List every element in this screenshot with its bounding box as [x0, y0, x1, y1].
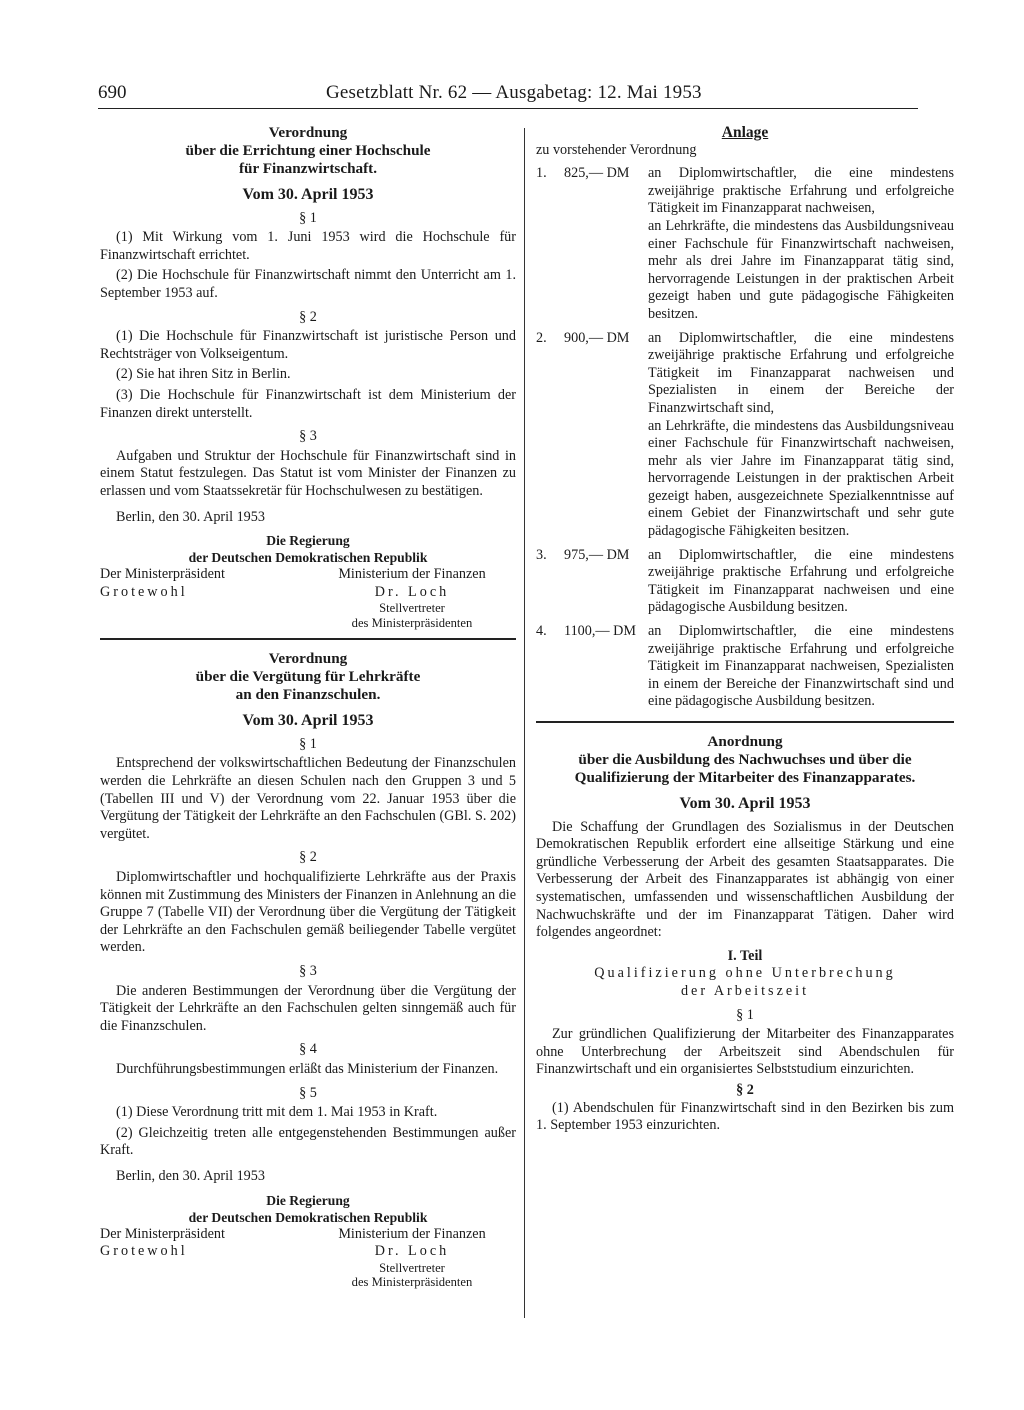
- signature-block: [100, 1226, 516, 1290]
- vo2-title-line: über die Vergütung für Lehrkräfte: [195, 668, 421, 686]
- entry-text: [648, 165, 954, 323]
- section-sign: § 3: [299, 428, 317, 445]
- entry-line: an Diplomwirtschaftler, die eine mindestens zweijährige praktische Erfahrung und erfolgreiche Tätigkeit im Finanzapparat nachweisen und eine pädagogische Ausbildung besitzen.: [648, 546, 954, 616]
- entry-line: an Diplomwirtschaftler, die eine mindestens zweijährige praktische Erfahrung und erfolgreiche Tätigkeit im Finanzapparat nachweisen,: [648, 165, 954, 217]
- government-line: der Deutschen Demokratischen Republik: [188, 550, 428, 566]
- paragraph: Durchführungsbestimmungen erläßt das Ministerium der Finanzen.: [116, 1060, 499, 1077]
- entry-amount: 975,— DM: [564, 546, 630, 563]
- government-line: Die Regierung: [266, 533, 350, 549]
- place-date: Berlin, den 30. April 1953: [116, 1167, 265, 1184]
- right-column: [536, 124, 954, 1138]
- entry-text: [648, 330, 954, 541]
- section-sign: § 1: [736, 1006, 754, 1023]
- vo2-date: Vom 30. April 1953: [242, 712, 374, 730]
- entry-amount: 825,— DM: [564, 165, 630, 182]
- entry-number: 3.: [536, 546, 547, 563]
- signatory-title: Ministerium der Finanzen: [338, 566, 486, 583]
- part-subheading: Qualifizierung ohne Unterbrechung: [594, 965, 896, 982]
- signatory-title: Ministerium der Finanzen: [338, 1225, 486, 1242]
- anordnung-title-line: Anordnung: [707, 733, 783, 750]
- paragraph: Zur gründlichen Qualifizierung der Mitarbeiter des Finanzapparates ohne Unterbrechung der Arbeitszeit sind Abendschulen für Finanzwirtschaft und ein organisiertes Selbststudium einzurichten.: [536, 1026, 954, 1078]
- entry-amount: 1100,— DM: [564, 623, 636, 640]
- section-sign: § 3: [299, 963, 317, 979]
- paragraph: Die anderen Bestimmungen der Verordnung über die Vergütung der Tätigkeit der Lehrkräfte an den Fachschulen gelten sinngemäß auch für die Finanzschulen.: [100, 982, 516, 1034]
- paragraph: Die Schaffung der Grundlagen des Sozialismus in der Deutschen Demokratischen Republik erfordert eine allseitige Stärkung und eine gründliche Verbesserung der Arbeit des gesamten Staatsapparates. Die Verbesserung der Arbeit des Finanzapparates ist abhängig von einer systematischen, umfassenden und wissenschaftlichen Ausbildung der Nachwuchskräfte und der im Finanzapparat Tätigen. Daher wird folgendes angeordnet:: [536, 818, 954, 941]
- anlage-title: Anlage: [721, 124, 769, 141]
- vo1-title-line: für Finanzwirtschaft.: [238, 160, 378, 177]
- paragraph: (2) Gleichzeitig treten alle entgegenstehenden Bestimmungen außer Kraft.: [100, 1124, 516, 1159]
- paragraph: (3) Die Hochschule für Finanzwirtschaft ist dem Ministerium der Finanzen direkt unterstellt.: [100, 386, 516, 421]
- entry-number: 4.: [536, 623, 547, 640]
- anordnung-date: Vom 30. April 1953: [679, 795, 811, 812]
- vo1-title-line: Verordnung: [268, 124, 348, 141]
- signatory-role: des Ministerpräsidenten: [351, 615, 473, 630]
- signatory-name: Dr. Loch: [374, 1243, 450, 1260]
- signature-left: [100, 566, 308, 630]
- section-sign: § 2: [299, 308, 317, 325]
- vo1-title: [100, 124, 516, 178]
- anlage-entry: [536, 165, 954, 323]
- vo1-date: Vom 30. April 1953: [242, 186, 374, 203]
- signatory-name: Grotewohl: [100, 583, 188, 600]
- paragraph: (1) Mit Wirkung vom 1. Juni 1953 wird die Hochschule für Finanzwirtschaft errichtet.: [100, 229, 516, 263]
- government-heading: [100, 1192, 516, 1226]
- signatory-name: Grotewohl: [100, 1243, 188, 1260]
- government-line: der Deutschen Demokratischen Republik: [188, 1209, 428, 1225]
- paragraph: (2) Sie hat ihren Sitz in Berlin.: [116, 366, 291, 383]
- section-sign: § 4: [299, 1041, 317, 1058]
- signatory-role: Stellvertreter: [379, 1260, 445, 1275]
- entry-number: 1.: [536, 165, 547, 182]
- entry-line: an Lehrkräfte, die mindestens das Ausbildungsniveau einer Fachschule für Finanzwirtschaft nachweisen, mehr als vier Jahre im Finanzapparat tätig sind, hervorragende Leistungen in der praktischen Arbeit gezeigt haben, ausgezeichnete Spezialkenntnisse auf einem Gebiet der Finanzwirtschaft und sehr gute pädagogische Fähigkeiten besitzen.: [648, 417, 954, 540]
- signature-left: [100, 1226, 308, 1290]
- paragraph: (1) Die Hochschule für Finanzwirtschaft ist juristische Person und Rechtsträger von Volkseigentum.: [100, 328, 516, 362]
- section-separator: [100, 638, 516, 640]
- signature-right: [308, 566, 516, 630]
- paragraph: Entsprechend der volkswirtschaftlichen Bedeutung der Finanzschulen werden die Lehrkräfte an diesen Schulen nach den Gruppen 3 und 5 (Tabellen III und V) der Verordnung vom 22. Januar 1953 über die Vergütung der Tätigkeit der Lehrkräfte an den Fachschulen (GBl. S. 202) vergütet.: [100, 755, 516, 842]
- vo2-title-line: Verordnung: [268, 650, 348, 668]
- entry-text: [648, 547, 954, 617]
- entry-amount: 900,— DM: [564, 329, 630, 346]
- anlage-subtitle: zu vorstehender Verordnung: [536, 141, 697, 158]
- page-number: 690: [98, 82, 127, 103]
- section-sign: § 1: [299, 735, 317, 752]
- paragraph: (2) Die Hochschule für Finanzwirtschaft nimmt den Unterricht am 1. September 1953 auf.: [100, 267, 516, 301]
- entry-number: 2.: [536, 329, 547, 346]
- vo1-title-line: über die Errichtung einer Hochschule: [185, 142, 431, 159]
- section-sign: § 5: [299, 1084, 317, 1101]
- anordnung-title: [536, 733, 954, 787]
- anlage-entry: [536, 547, 954, 617]
- place-date: Berlin, den 30. April 1953: [116, 508, 265, 525]
- part-heading: I. Teil: [727, 947, 763, 964]
- column-divider: [524, 128, 525, 1318]
- government-heading: [100, 532, 516, 566]
- section-sign: § 2: [299, 849, 317, 866]
- signatory-name: Dr. Loch: [374, 583, 450, 600]
- entry-line: an Lehrkräfte, die mindestens das Ausbildungsniveau einer Fachschule für Finanzwirtschaft nachweisen, mehr als drei Jahre im Finanzapparat tätig sind, hervorragende Leistungen in der praktischen Arbeit gezeigt haben und gute pädagogische Fähigkeiten besitzen.: [648, 217, 954, 322]
- left-column: [100, 124, 516, 1290]
- vo2-title-line: an den Finanzschulen.: [235, 686, 381, 704]
- section-separator: [536, 721, 954, 723]
- section-sign: § 1: [299, 209, 317, 226]
- paragraph: (1) Diese Verordnung tritt mit dem 1. Mai 1953 in Kraft.: [116, 1104, 438, 1121]
- signatory-role: des Ministerpräsidenten: [351, 1275, 473, 1290]
- part-subheading: der Arbeitszeit: [680, 982, 810, 999]
- signature-right: [308, 1226, 516, 1290]
- section-sign: § 2: [736, 1081, 754, 1098]
- header-rule: [98, 108, 918, 109]
- anlage-entry: [536, 623, 954, 711]
- running-title: Gesetzblatt Nr. 62 — Ausgabetag: 12. Mai 1953: [326, 82, 702, 103]
- vo2-title: [100, 650, 516, 704]
- entry-line: an Diplomwirtschaftler, die eine mindestens zweijährige praktische Erfahrung und erfolgreiche Tätigkeit im Finanzapparat nachweisen und Spezialisten in einem der Bereiche der Finanzwirtschaft sind,: [648, 329, 954, 416]
- anordnung-title-line: über die Ausbildung des Nachwuchses und über die: [578, 751, 912, 768]
- signatory-title: Der Ministerpräsident: [100, 566, 225, 583]
- signatory-title: Der Ministerpräsident: [100, 1225, 225, 1242]
- government-line: Die Regierung: [266, 1192, 350, 1208]
- paragraph: Diplomwirtschaftler und hochqualifizierte Lehrkräfte aus der Praxis können mit Zustimmung des Ministers der Finanzen in Anlehnung an die Gruppe 7 (Tabelle VII) der Verordnung über die Vergütung der Tätigkeit der Lehrkräfte an den Fachschulen gemäß beiliegender Tabelle vergütet werden.: [100, 869, 516, 956]
- page-header: [98, 82, 916, 108]
- entry-line: an Diplomwirtschaftler, die eine mindestens zweijährige praktische Erfahrung und erfolgreiche Tätigkeit im Finanzapparat nachweisen, Spezialisten in einem der Bereiche der Finanzwirtschaft sind und eine pädagogische Ausbildung besitzen.: [648, 623, 954, 710]
- signatory-role: Stellvertreter: [379, 601, 445, 616]
- paragraph: (1) Abendschulen für Finanzwirtschaft sind in den Bezirken bis zum 1. September 1953 einzurichten.: [536, 1099, 954, 1134]
- anlage-entry: [536, 330, 954, 541]
- paragraph: Aufgaben und Struktur der Hochschule für Finanzwirtschaft sind in einem Statut festzulegen. Das Statut ist vom Minister der Finanzen zu erlassen und vom Staatssekretär für Hochschulwesen zu bestätigen.: [100, 447, 516, 499]
- signature-block: [100, 566, 516, 630]
- anordnung-title-line: Qualifizierung der Mitarbeiter des Finanzapparates.: [574, 769, 916, 786]
- entry-text: [648, 623, 954, 711]
